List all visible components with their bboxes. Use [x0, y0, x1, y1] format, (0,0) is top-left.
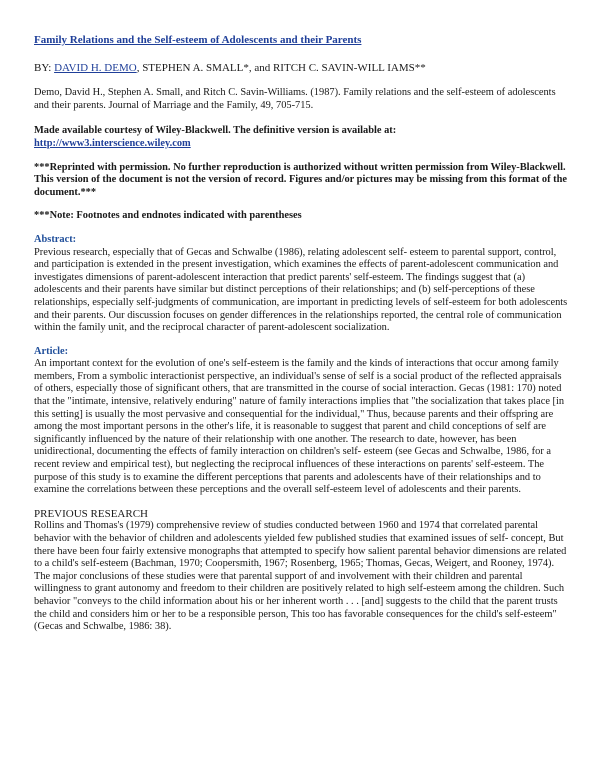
- article-body: An important context for the evolution of one's self-esteem is the family and the kinds of interactions that occur among family members, From a symbolic interactionist perspective, an individual's sense of self is a social product of the reflected appraisals of others, especially those of significant others, that are transmitted in the course of social interaction. Gecas (1981: 170) noted that the "intimate, intensive, relatively enduring" nature of family interactions implies that "the socialization that takes place [in this setting] is usually the most pervasive and consequential for the individual," Thus, because parents and their offspring are among the most important persons in the other's life, it is reasonable to suggest that parent and child conceptions of self are significantly influenced by the nature of their relationship with one another. The research to date, however, has been unidirectional, documenting the effects of family interaction on children's self- esteem (see Gecas and Schwalbe, 1986, for a recent review and empirical test), but neglecting the reciprocal influences of these interactions on parents' self-esteem. The purpose of this study is to examine the different perceptions that parents and adolescents have of their relationships and to examine the correlations between these perceptions and the overall self-esteem level of adolescents and their parents.: [34, 358, 565, 496]
- courtesy-block: [34, 125, 570, 150]
- author-link[interactable]: DAVID H. DEMO: [54, 61, 137, 74]
- byline-rest: , STEPHEN A. SMALL*, and RITCH C. SAVIN-WILL IAMS**: [136, 61, 426, 74]
- document-title[interactable]: Family Relations and the Self-esteem of Adolescents and their Parents: [34, 34, 362, 46]
- byline-prefix: BY:: [34, 61, 55, 74]
- document-page: [34, 34, 570, 634]
- publisher-link[interactable]: http://www3.interscience.wiley.com: [34, 137, 191, 149]
- article-section: [34, 346, 570, 497]
- previous-research-section: [34, 508, 570, 634]
- footnote-note: ***Note: Footnotes and endnotes indicated with parentheses: [34, 210, 302, 222]
- abstract-body: Previous research, especially that of Gecas and Schwalbe (1986), relating adolescent self- esteem to parental support, control, and participation is extended in the present investigation, which examines the effects of parent-adolescent communication and investigates dimensions of parent-adolescent interaction that predict parents' self-esteem. The findings suggest that (a) adolescents and their parents have similar but distinct perceptions of their relationships; and (b) self-perceptions of these relationships, especially self-judgments of communication, are important in predicting levels of self-esteem for both adolescents and their parents. Our discussion focuses on gender differences in the relationships reported, the central role of communication within the family unit, and the reciprocal character of parent-adolescent socialization.: [34, 246, 568, 334]
- abstract-heading: Abstract:: [34, 233, 77, 245]
- article-heading: Article:: [34, 345, 69, 357]
- byline: [34, 62, 570, 75]
- citation: Demo, David H., Stephen A. Small, and Ritch C. Savin-Williams. (1987). Family relations and the self-esteem of adolescents and their parents. Journal of Marriage and the Family, 49, 705-715.: [34, 87, 556, 111]
- previous-research-heading: PREVIOUS RESEARCH: [34, 507, 148, 520]
- reprint-notice: ***Reprinted with permission. No further reproduction is authorized without written permission from Wiley-Blackwell. This version of the document is not the version of record. Figures and/or pictures may be missing from this format of the document.***: [34, 161, 567, 198]
- abstract-section: [34, 234, 570, 335]
- courtesy-text: Made available courtesy of Wiley-Blackwell. The definitive version is available at:: [34, 125, 397, 137]
- previous-research-body: Rollins and Thomas's (1979) comprehensive review of studies conducted between 1960 and 1974 that correlated parental behavior with the behavior of children and adolescents yielded few published studies that examined issues of self- concept, But there have been four fairly extensive monographs that attempted to specify how salient parental behavior dimensions are related to a child's self-esteem (Bachman, 1970; Coopersmith, 1967; Rosenberg, 1965; Thomas, Gecas, Weigert, and Rooney, 1974). The major conclusions of these studies were that parental support of and involvement with their children and parental willingness to grant autonomy and freedom to their children are positively related to high self-esteem among the children. Such behavior "conveys to the child information about his or her inherent worth . . . [and] suggests to the child that the parent trusts the child and considers him or her to be a responsible person, This too has favorable consequences for the child's self-esteem" (Gecas and Schwalbe, 1986: 38).: [34, 520, 567, 633]
